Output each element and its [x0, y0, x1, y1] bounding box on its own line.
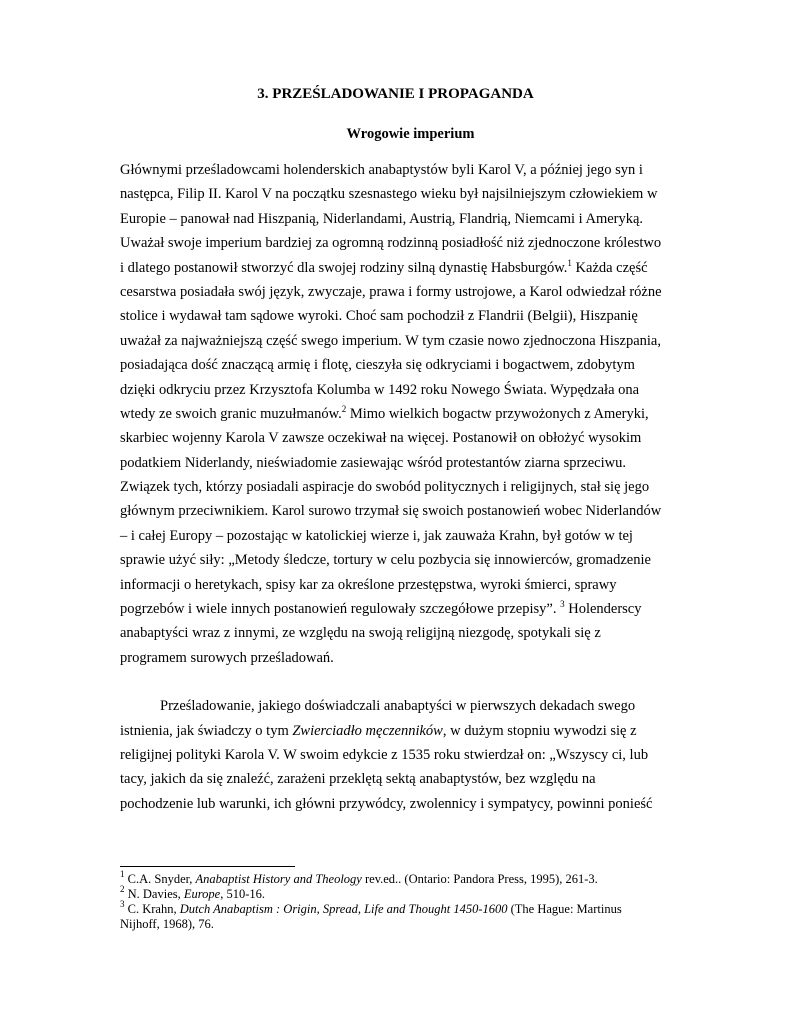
footnote-3-continuation: Nijhoff, 1968), 76.: [120, 917, 214, 931]
text-segment: Każda część: [571, 259, 648, 276]
paragraph-1: [120, 158, 680, 670]
text-line: posiadająca dość znaczącą armię i flotę, cieszyła się odkryciami i bogactwem, zdobytym: [120, 357, 635, 374]
footnote-text: , 510-16.: [220, 887, 266, 901]
footnote-book-title: Anabaptist History and Theology: [195, 872, 362, 886]
paragraph-2: [120, 694, 680, 816]
text-segment: istnienia, jak świadczy o tym: [120, 722, 293, 739]
text-line: [120, 597, 680, 621]
text-line: Europie – panował nad Hiszpanią, Niderlandami, Austrią, Flandrią, Niemcami i Ameryką.: [120, 210, 644, 227]
text-line: podatkiem Niderlandy, nieświadomie zasiewając wśród protestantów ziarna sprzeciwu.: [120, 454, 626, 471]
footnote-book-title: Dutch Anabaptism : Origin, Spread, Life and Thought 1450-1600: [179, 902, 508, 916]
text-line: programem surowych prześladowań.: [120, 649, 334, 666]
footnote-text: rev.ed.. (Ontario: Pandora Press, 1995), 261-3.: [361, 872, 598, 886]
footnote-text: (The Hague: Martinus: [507, 902, 622, 916]
text-line: stolice i wydawał tam sądowe wyroki. Choć sam pochodził z Flandrii (Belgii), Hiszpanię: [120, 308, 638, 325]
section-title: Wrogowie imperium: [346, 126, 475, 142]
footnote-number: 3: [120, 899, 125, 909]
text-line: Uważał swoje imperium bardziej za ogromną rodzinną posiadłość niż zjednoczone królestwo: [120, 235, 662, 252]
text-line: cesarstwa posiadała swój język, zwyczaje, prawa i formy ustrojowe, a Karol odwiedzał różne: [120, 283, 662, 300]
text-line: pochodzenie lub warunki, ich główni przywódcy, zwolennicy i sympatycy, powinni ponieść: [120, 795, 653, 812]
text-line: [120, 719, 680, 743]
footnote-1: [120, 869, 680, 887]
text-line: informacji o heretykach, spisy kar za określone przestępstwa, wyroki śmierci, sprawy: [120, 576, 617, 593]
footnote-text: C.A. Snyder,: [124, 872, 196, 886]
text-line: religijnej polityki Karola V. W swoim edykcie z 1535 roku stwierdzał on: „Wszyscy ci, lub: [120, 746, 649, 763]
footnotes: [120, 869, 680, 932]
text-line: sprawie użyć siły: „Metody śledcze, tortury w celu pozbycia się innowierców, gromadzenie: [120, 552, 651, 569]
text-line: następca, Filip II. Karol V na początku szesnastego wieku był najsilniejszym człowiekiem w: [120, 186, 658, 203]
text-line: uważał za najważniejszą część swego imperium. W tym czasie nowo zjednoczona Hiszpania,: [120, 332, 661, 349]
text-segment: Mimo wielkich bogactw przywożonych z Ameryki,: [346, 405, 649, 422]
text-segment: wtedy ze swoich granic muzułmanów.: [120, 405, 342, 422]
text-line: dzięki odkryciu przez Krzysztofa Kolumba w 1492 roku Nowego Świata. Wypędzała ona: [120, 381, 640, 398]
text-line: anabaptyści wraz z innymi, ze względu na swoją religijną niezgodę, spotykali się z: [120, 625, 601, 642]
text-line: [120, 256, 680, 280]
chapter-title: 3. PRZEŚLADOWANIE I PROPAGANDA: [257, 86, 534, 102]
footnote-number: 2: [120, 884, 125, 894]
paragraph-gap: [120, 670, 680, 694]
text-line: tacy, jakich da się znaleźć, zarażeni przeklętą sektą anabaptystów, bez względu na: [120, 771, 596, 788]
text-segment: , w dużym stopniu wywodzi się z: [442, 722, 637, 739]
footnote-3: [120, 899, 680, 917]
footnote-separator: [120, 866, 295, 867]
text-line: głównym przeciwnikiem. Karol surowo trzymał się swoich postanowień wobec Niderlandów: [120, 503, 662, 520]
text-segment: Holenderscy: [564, 601, 642, 618]
footnote-ref[interactable]: 1: [567, 257, 572, 268]
text-line: Związek tych, którzy posiadali aspiracje do swobód politycznych i religijnych, stał się jego: [120, 479, 650, 496]
text-line: Prześladowanie, jakiego doświadczali anabaptyści w pierwszych dekadach swego: [160, 698, 636, 715]
text-line: skarbiec wojenny Karola V zawsze oczekiwał na więcej. Postanowił on obłożyć wysokim: [120, 430, 642, 447]
footnote-text: N. Davies,: [124, 887, 184, 901]
book-title: Zwierciadło męczenników: [292, 722, 443, 739]
footnote-ref[interactable]: 2: [341, 403, 347, 414]
footnote-book-title: Europe: [183, 887, 221, 901]
body-text: [120, 158, 680, 816]
text-line: – i całej Europy – pozostając w katolickiej wierze i, jak zauważa Krahn, był gotów w tej: [120, 527, 633, 544]
footnote-text: C. Krahn,: [124, 902, 180, 916]
text-segment: i dlatego postanowił stworzyć dla swojej rodziny silną dynastię Habsburgów.: [120, 259, 568, 276]
text-line: [120, 402, 680, 426]
text-line: Głównymi prześladowcami holenderskich anabaptystów byli Karol V, a później jego syn i: [120, 162, 643, 178]
footnote-ref[interactable]: 3: [560, 599, 565, 610]
footnote-number: 1: [120, 869, 125, 879]
footnote-2: [120, 884, 680, 902]
text-segment: pogrzebów i wiele innych postanowień regulowały szczegółowe przepisy”.: [120, 601, 561, 618]
